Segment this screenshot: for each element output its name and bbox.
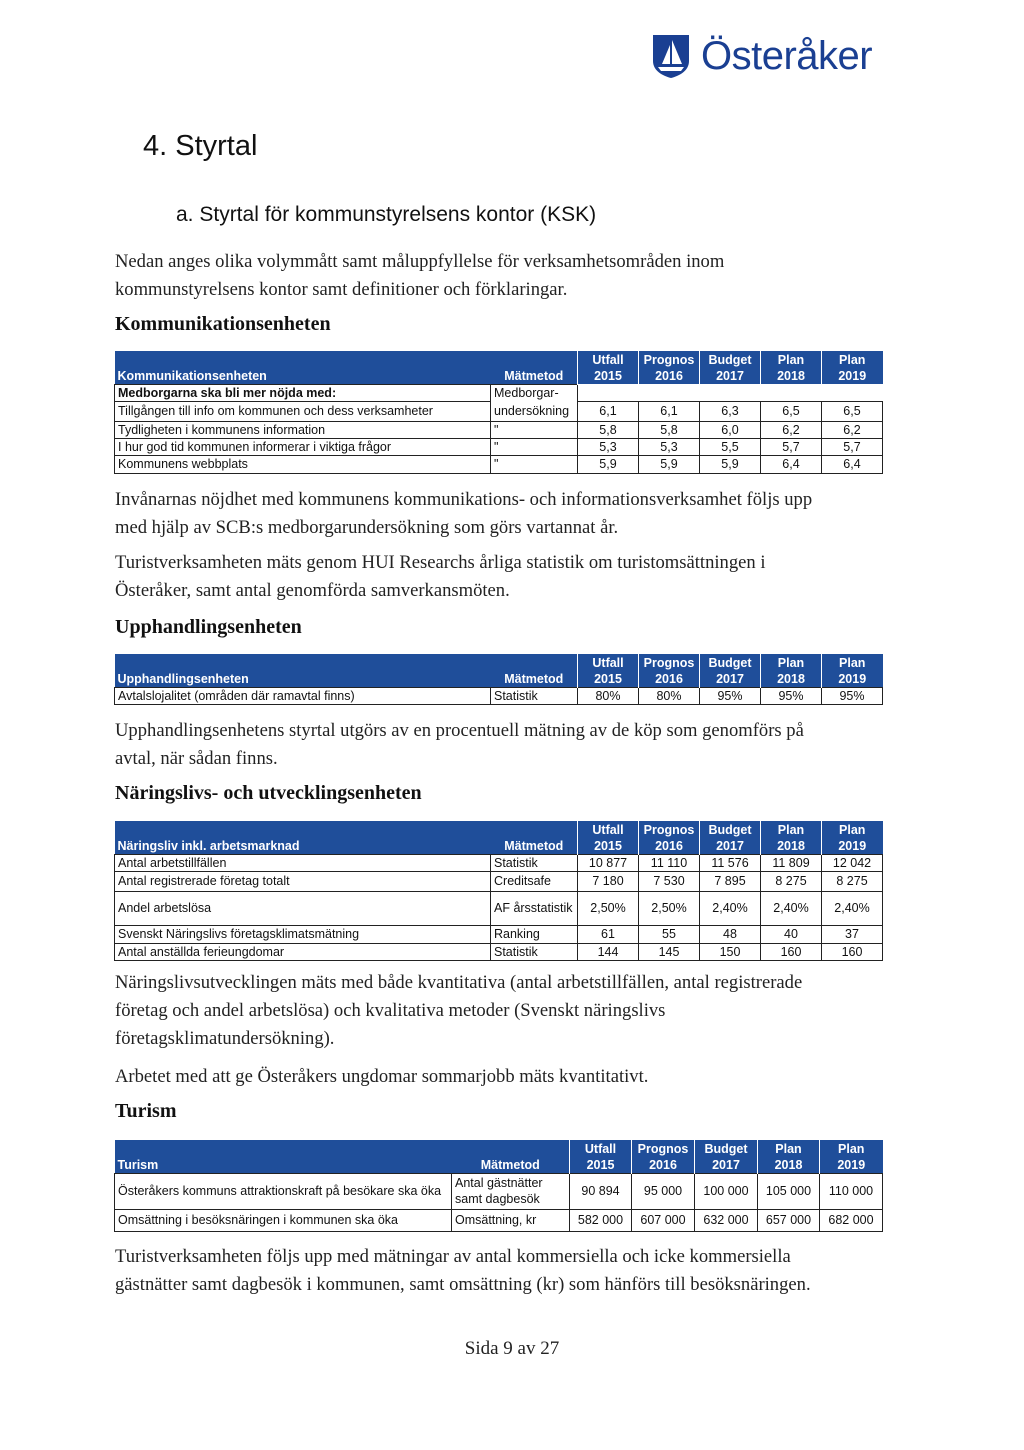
row-method: Creditsafe bbox=[491, 871, 578, 891]
intro-line: kommunstyrelsens kontor samt definitioner och förklaringar. bbox=[115, 279, 568, 300]
nar-after-paragraph bbox=[115, 969, 895, 1053]
cell-value: 11 576 bbox=[700, 854, 761, 871]
year-header: Plan 2018 bbox=[758, 1140, 820, 1173]
nar-table bbox=[114, 821, 883, 961]
group-label: Medborgarna ska bli mer nöjda med: bbox=[115, 384, 491, 401]
row-method: Statistik bbox=[491, 687, 578, 704]
table-label: Näringsliv inkl. arbetsmarknad bbox=[115, 821, 491, 854]
row-label: Omsättning i besöksnäringen i kommunen ska öka bbox=[115, 1209, 452, 1231]
cell-value: 95 000 bbox=[632, 1173, 695, 1209]
row-label: Svenskt Näringslivs företagsklimatsmätning bbox=[115, 925, 491, 943]
text-line: Näringslivsutvecklingen mäts med både kvantitativa (antal arbetstillfällen, antal registrerade bbox=[115, 972, 803, 993]
row-label: Österåkers kommuns attraktionskraft på besökare ska öka bbox=[115, 1173, 452, 1209]
text-line: Österåker, samt antal genomförda samverkansmöten. bbox=[115, 580, 510, 601]
tur-table bbox=[114, 1140, 883, 1232]
komm-after-paragraph bbox=[115, 486, 895, 542]
year-header: Plan 2019 bbox=[822, 821, 883, 854]
cell-value: 5,9 bbox=[700, 455, 761, 473]
row-method: Statistik bbox=[491, 943, 578, 960]
cell-value: 100 000 bbox=[695, 1173, 758, 1209]
cell-value: 160 bbox=[822, 943, 883, 960]
upph-after-paragraph bbox=[115, 717, 895, 773]
cell-value: 6,4 bbox=[761, 455, 822, 473]
text-line: avtal, när sådan finns. bbox=[115, 748, 278, 769]
cell-value: 5,8 bbox=[578, 421, 639, 438]
cell-value: 6,5 bbox=[822, 401, 883, 421]
cell-value: 48 bbox=[700, 925, 761, 943]
text-line: med hjälp av SCB:s medborgarundersökning som görs vartannat år. bbox=[115, 517, 619, 538]
cell-value: 160 bbox=[761, 943, 822, 960]
section-title: a. Styrtal för kommunstyrelsens kontor (KSK) bbox=[176, 203, 597, 226]
komm-heading: Kommunikationsenheten bbox=[115, 313, 331, 335]
cell-value: 10 877 bbox=[578, 854, 639, 871]
year-header: Utfall 2015 bbox=[578, 351, 639, 384]
year-header: Plan 2018 bbox=[761, 351, 822, 384]
row-label: Kommunens webbplats bbox=[115, 455, 491, 473]
row-method: Antal gästnätter samt dagbesök bbox=[452, 1173, 570, 1209]
cell-value: 5,3 bbox=[578, 438, 639, 455]
text-line: gästnätter samt dagbesök i kommunen, samt omsättning (kr) som hänförs till besöksnäringen. bbox=[115, 1274, 811, 1295]
cell-value: 90 894 bbox=[570, 1173, 632, 1209]
tur-heading: Turism bbox=[115, 1100, 177, 1122]
cell-value: 150 bbox=[700, 943, 761, 960]
cell-value: 11 110 bbox=[639, 854, 700, 871]
cell-value: 682 000 bbox=[820, 1209, 883, 1231]
cell-value: 7 895 bbox=[700, 871, 761, 891]
cell-value: 55 bbox=[639, 925, 700, 943]
year-header: Plan 2019 bbox=[820, 1140, 883, 1173]
tur-after-paragraph bbox=[115, 1243, 895, 1299]
intro-paragraph bbox=[115, 248, 895, 304]
cell-value: 2,50% bbox=[639, 891, 700, 925]
cell-value: 61 bbox=[578, 925, 639, 943]
table-label: Kommunikationsenheten bbox=[115, 351, 491, 384]
method-header: Mätmetod bbox=[491, 654, 578, 687]
row-label: Avtalslojalitet (områden där ramavtal finns) bbox=[115, 687, 491, 704]
year-header: Budget 2017 bbox=[700, 821, 761, 854]
year-header: Utfall 2015 bbox=[570, 1140, 632, 1173]
table-row bbox=[115, 455, 883, 473]
cell-value: 95% bbox=[761, 687, 822, 704]
chapter-title: 4. Styrtal bbox=[143, 130, 258, 162]
cell-value: 8 275 bbox=[822, 871, 883, 891]
row-label: I hur god tid kommunen informerar i viktiga frågor bbox=[115, 438, 491, 455]
row-label: Antal arbetstillfällen bbox=[115, 854, 491, 871]
cell-value: 582 000 bbox=[570, 1209, 632, 1231]
cell-value: 6,1 bbox=[578, 401, 639, 421]
year-header: Budget 2017 bbox=[700, 351, 761, 384]
table-row bbox=[115, 891, 883, 925]
cell-value: 145 bbox=[639, 943, 700, 960]
cell-value: 7 180 bbox=[578, 871, 639, 891]
komm-after-paragraph-2 bbox=[115, 549, 895, 605]
row-method: " bbox=[491, 455, 578, 473]
text-line: Invånarnas nöjdhet med kommunens kommunikations- och informationsverksamhet följs upp bbox=[115, 489, 813, 510]
text-line: Turistverksamheten mäts genom HUI Researchs årliga statistik om turistomsättningen i bbox=[115, 552, 766, 573]
row-method: undersökning bbox=[491, 401, 578, 421]
year-header: Prognos 2016 bbox=[639, 351, 700, 384]
nar-heading: Näringslivs- och utvecklingsenheten bbox=[115, 782, 422, 804]
text-line: företag och andel arbetslösa) och kvalitativa metoder (Svenskt näringslivs bbox=[115, 1000, 666, 1021]
row-method: Omsättning, kr bbox=[452, 1209, 570, 1231]
text-line: företagsklimatundersökning). bbox=[115, 1028, 335, 1049]
cell-value: 6,1 bbox=[639, 401, 700, 421]
cell-value: 40 bbox=[761, 925, 822, 943]
year-header: Prognos 2016 bbox=[632, 1140, 695, 1173]
year-header: Plan 2018 bbox=[761, 821, 822, 854]
cell-value: 11 809 bbox=[761, 854, 822, 871]
row-method: " bbox=[491, 421, 578, 438]
table-row bbox=[115, 1173, 883, 1209]
cell-value: 2,40% bbox=[822, 891, 883, 925]
year-header: Utfall 2015 bbox=[578, 821, 639, 854]
logo-text: Österåker bbox=[701, 33, 873, 78]
row-label: Antal registrerade företag totalt bbox=[115, 871, 491, 891]
cell-value: 657 000 bbox=[758, 1209, 820, 1231]
year-header: Prognos 2016 bbox=[639, 654, 700, 687]
cell-value: 144 bbox=[578, 943, 639, 960]
cell-value: 95% bbox=[822, 687, 883, 704]
row-label: Andel arbetslösa bbox=[115, 891, 491, 925]
table-row bbox=[115, 925, 883, 943]
cell-value: 7 530 bbox=[639, 871, 700, 891]
table-row bbox=[115, 421, 883, 438]
method-header: Mätmetod bbox=[491, 351, 578, 384]
shield-logo-icon bbox=[651, 33, 691, 79]
cell-value: 5,9 bbox=[578, 455, 639, 473]
cell-value: 5,7 bbox=[822, 438, 883, 455]
upph-heading: Upphandlingsenheten bbox=[115, 616, 302, 638]
row-method: " bbox=[491, 438, 578, 455]
cell-value: 80% bbox=[578, 687, 639, 704]
cell-value: 5,3 bbox=[639, 438, 700, 455]
intro-line: Nedan anges olika volymmått samt måluppfyllelse för verksamhetsområden inom bbox=[115, 251, 725, 272]
upph-table bbox=[114, 654, 883, 705]
cell-value: 95% bbox=[700, 687, 761, 704]
row-label: Antal anställda ferieungdomar bbox=[115, 943, 491, 960]
cell-value: 5,9 bbox=[639, 455, 700, 473]
table-row bbox=[115, 384, 883, 401]
cell-value: 632 000 bbox=[695, 1209, 758, 1231]
cell-value: 6,0 bbox=[700, 421, 761, 438]
cell-value: 6,4 bbox=[822, 455, 883, 473]
table-label: Turism bbox=[115, 1140, 452, 1173]
table-row bbox=[115, 1209, 883, 1231]
cell-value: 12 042 bbox=[822, 854, 883, 871]
table-row bbox=[115, 854, 883, 871]
cell-value: 37 bbox=[822, 925, 883, 943]
row-method: AF årsstatistik bbox=[491, 891, 578, 925]
table-header-row bbox=[115, 654, 883, 687]
table-header-row bbox=[115, 821, 883, 854]
header-logo bbox=[651, 32, 872, 80]
cell-value: 5,5 bbox=[700, 438, 761, 455]
cell-value: 5,8 bbox=[639, 421, 700, 438]
cell-value: 80% bbox=[639, 687, 700, 704]
cell-value: 6,2 bbox=[761, 421, 822, 438]
year-header: Plan 2018 bbox=[761, 654, 822, 687]
year-header: Budget 2017 bbox=[700, 654, 761, 687]
cell-value: 105 000 bbox=[758, 1173, 820, 1209]
cell-value: 6,2 bbox=[822, 421, 883, 438]
year-header: Plan 2019 bbox=[822, 654, 883, 687]
cell-value: 607 000 bbox=[632, 1209, 695, 1231]
row-label: Tillgången till info om kommunen och dess verksamheter bbox=[115, 401, 491, 421]
cell-value: 110 000 bbox=[820, 1173, 883, 1209]
method-header: Mätmetod bbox=[452, 1140, 570, 1173]
year-header: Budget 2017 bbox=[695, 1140, 758, 1173]
text-line: Arbetet med att ge Österåkers ungdomar sommarjobb mäts kvantitativt. bbox=[115, 1066, 649, 1087]
year-header: Prognos 2016 bbox=[639, 821, 700, 854]
year-header: Utfall 2015 bbox=[578, 654, 639, 687]
table-label: Upphandlingsenheten bbox=[115, 654, 491, 687]
cell-value: 8 275 bbox=[761, 871, 822, 891]
row-method: Ranking bbox=[491, 925, 578, 943]
text-line: Upphandlingsenhetens styrtal utgörs av en procentuell mätning av de köp som genomförs på bbox=[115, 720, 804, 741]
nar-after-paragraph-2 bbox=[115, 1063, 895, 1091]
row-method: Statistik bbox=[491, 854, 578, 871]
cell-value: 6,3 bbox=[700, 401, 761, 421]
table-row bbox=[115, 438, 883, 455]
cell-value: 2,40% bbox=[700, 891, 761, 925]
row-label: Tydligheten i kommunens information bbox=[115, 421, 491, 438]
table-row bbox=[115, 943, 883, 960]
cell-value: 2,40% bbox=[761, 891, 822, 925]
cell-value: 5,7 bbox=[761, 438, 822, 455]
text-line: Turistverksamheten följs upp med mätningar av antal kommersiella och icke kommersiella bbox=[115, 1246, 791, 1267]
table-header-row bbox=[115, 351, 883, 384]
komm-table bbox=[114, 351, 883, 474]
cell-value: 6,5 bbox=[761, 401, 822, 421]
page-number: Sida 9 av 27 bbox=[464, 1338, 560, 1359]
group-method: Medborgar- bbox=[491, 384, 578, 401]
cell-value: 2,50% bbox=[578, 891, 639, 925]
year-header: Plan 2019 bbox=[822, 351, 883, 384]
method-header: Mätmetod bbox=[491, 821, 578, 854]
table-header-row bbox=[115, 1140, 883, 1173]
table-row bbox=[115, 687, 883, 704]
table-row bbox=[115, 871, 883, 891]
table-row bbox=[115, 401, 883, 421]
